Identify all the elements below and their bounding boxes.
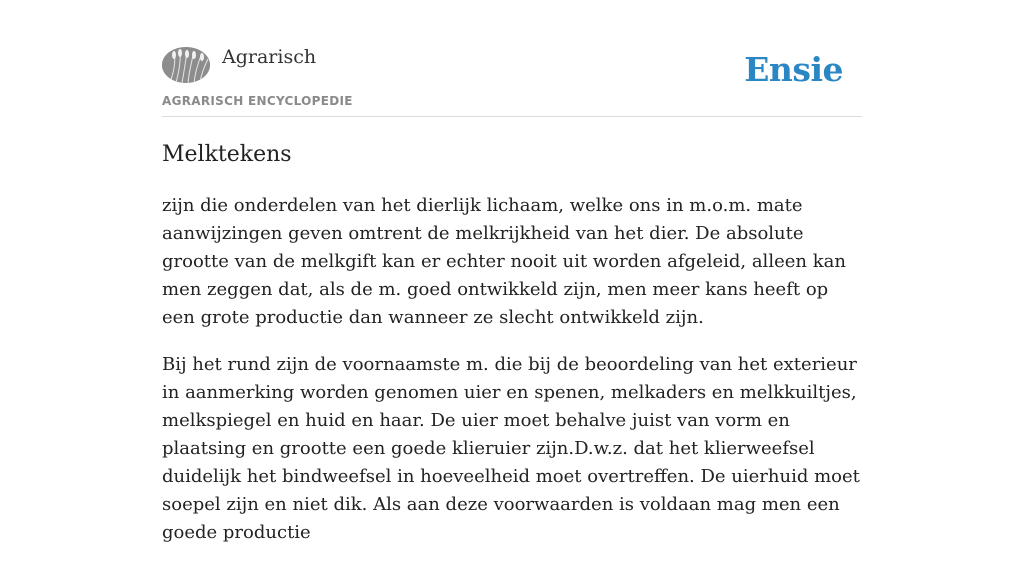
header [162, 0, 862, 117]
publication-name[interactable]: Agrarisch [222, 46, 317, 68]
article-paragraph: zijn die onderdelen van het dierlijk lichaam, welke ons in m.o.m. mate aanwijzingen geven omtrent de melkrijkheid van het dier. De absolute grootte van de melkgift kan er echter nooit uit worden afgeleid, alleen kan men zeggen dat, als de m. goed ontwikkeld zijn, men meer kans heeft op een grote productie dan wanneer ze slecht ontwikkeld zijn. [162, 195, 846, 328]
page-container [162, 0, 862, 543]
article-paragraph: Bij het rund zijn de voornaamste m. die bij de beoordeling van het exterieur in aanmerking worden genomen uier en spenen, melkaders en melkkuiltjes, melkspiegel en huid en haar. De uier moet behalve juist van vorm en plaatsing en grootte een goede klieruier zijn.D.w.z. dat het klierweefsel duidelijk het bindweefsel in hoeveelheid moet overtreffen. De uierhuid moet soepel zijn en niet dik. Als aan deze voorwaarden is voldaan mag men een goede productie [162, 354, 860, 543]
publication-subtitle[interactable]: AGRARISCH ENCYCLOPEDIE [162, 94, 353, 108]
wheat-logo-icon[interactable] [162, 47, 210, 83]
article-title: Melktekens [162, 142, 292, 167]
ensie-logo[interactable]: Ensie [744, 50, 843, 89]
article-body [162, 192, 862, 566]
